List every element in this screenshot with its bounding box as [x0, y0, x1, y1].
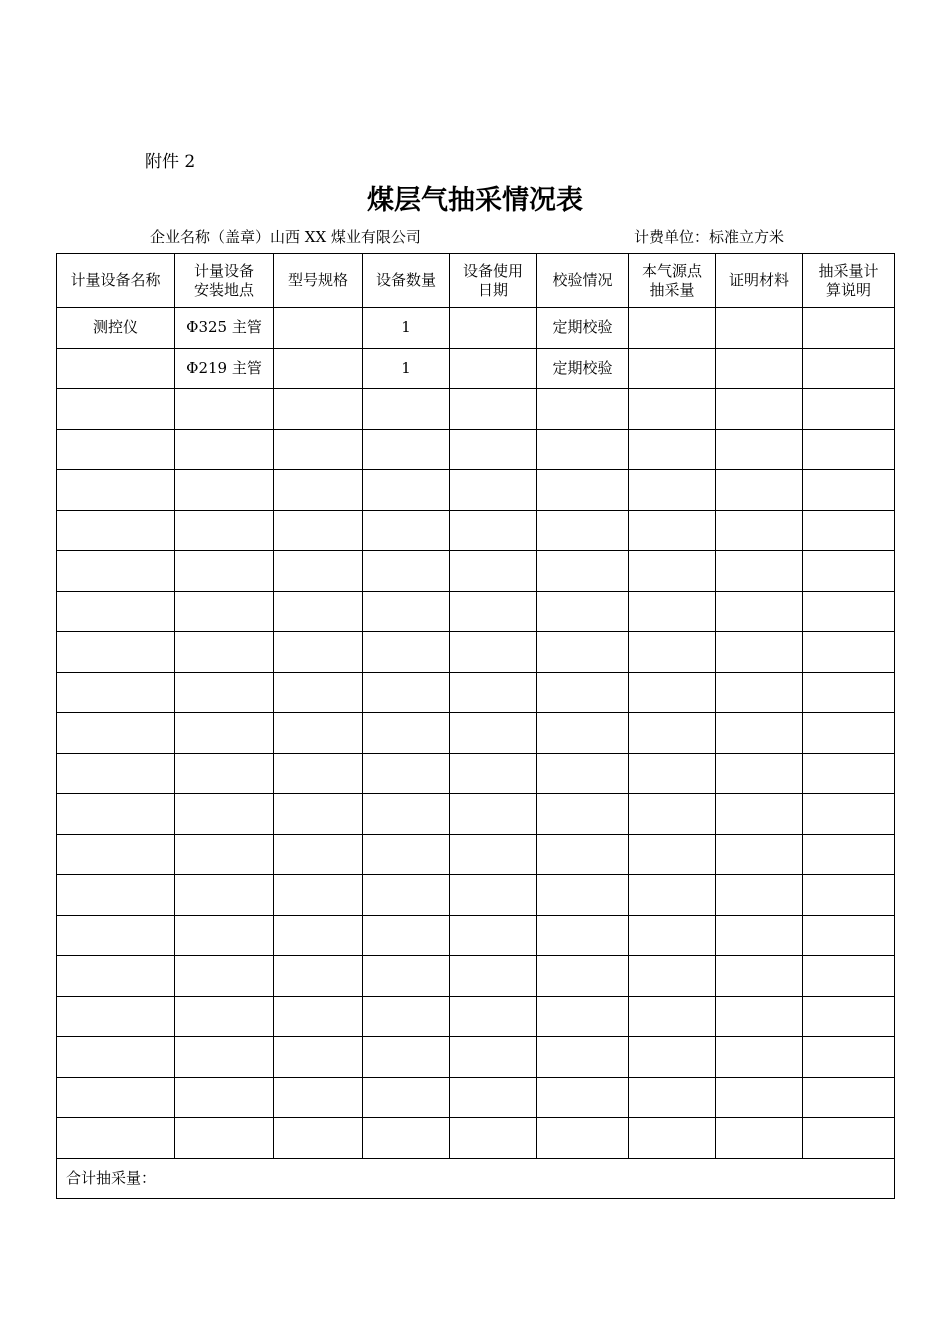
table-cell — [363, 713, 450, 754]
table-cell — [716, 713, 803, 754]
table-cell — [450, 1037, 537, 1078]
table-row — [57, 470, 895, 511]
table-cell — [57, 348, 175, 389]
table-cell — [803, 551, 895, 592]
table-cell — [450, 753, 537, 794]
table-cell — [57, 1037, 175, 1078]
table-cell — [629, 1118, 716, 1159]
total-extraction-label: 合计抽采量： — [57, 1158, 895, 1198]
table-cell — [537, 1118, 629, 1159]
table-cell — [803, 632, 895, 673]
table-cell — [716, 632, 803, 673]
table-row — [57, 591, 895, 632]
table-cell — [629, 308, 716, 349]
table-cell — [57, 834, 175, 875]
table-cell — [175, 632, 274, 673]
table-cell — [716, 1118, 803, 1159]
table-cell — [274, 834, 363, 875]
table-cell — [450, 672, 537, 713]
table-cell — [175, 1037, 274, 1078]
table-cell — [450, 470, 537, 511]
table-cell — [363, 915, 450, 956]
header-proof-material: 证明材料 — [716, 254, 803, 308]
table-cell — [57, 591, 175, 632]
table-cell — [716, 470, 803, 511]
table-cell — [363, 672, 450, 713]
header-line: 抽采量 — [649, 280, 695, 299]
gas-extraction-table — [56, 253, 895, 1199]
table-cell — [363, 389, 450, 430]
table-cell — [57, 915, 175, 956]
table-cell — [629, 956, 716, 997]
attachment-label: 附件 2 — [145, 152, 196, 172]
table-cell — [537, 632, 629, 673]
table-cell — [803, 510, 895, 551]
table-cell — [363, 429, 450, 470]
table-cell — [803, 794, 895, 835]
header-device-name: 计量设备名称 — [57, 254, 175, 308]
table-cell — [629, 915, 716, 956]
table-cell — [274, 308, 363, 349]
table-cell — [57, 956, 175, 997]
table-cell — [175, 510, 274, 551]
table-cell — [803, 348, 895, 389]
table-cell: 测控仪 — [57, 308, 175, 349]
table-cell — [57, 551, 175, 592]
table-cell — [175, 551, 274, 592]
table-cell — [629, 996, 716, 1037]
table-cell — [57, 1077, 175, 1118]
table-cell — [629, 632, 716, 673]
table-row — [57, 875, 895, 916]
table-header-row — [57, 254, 895, 308]
table-cell — [629, 713, 716, 754]
table-cell — [629, 672, 716, 713]
table-cell — [274, 551, 363, 592]
table-cell — [175, 834, 274, 875]
table-row — [57, 1077, 895, 1118]
table-row — [57, 834, 895, 875]
table-cell — [450, 996, 537, 1037]
table-cell — [450, 956, 537, 997]
table-cell — [450, 308, 537, 349]
table-row — [57, 956, 895, 997]
header-line: 计量设备 — [193, 261, 254, 280]
header-usage-date — [450, 254, 537, 308]
table-cell — [803, 713, 895, 754]
table-cell — [716, 956, 803, 997]
table-cell — [363, 551, 450, 592]
table-row — [57, 551, 895, 592]
table-cell — [175, 794, 274, 835]
table-cell — [629, 875, 716, 916]
table-cell — [716, 591, 803, 632]
table-cell — [363, 632, 450, 673]
table-cell — [537, 429, 629, 470]
table-cell — [716, 915, 803, 956]
table-cell: 1 — [363, 348, 450, 389]
table-cell — [274, 794, 363, 835]
table-cell — [537, 551, 629, 592]
table-cell — [716, 672, 803, 713]
header-volume-note — [803, 254, 895, 308]
table-cell — [450, 834, 537, 875]
table-cell — [450, 632, 537, 673]
table-cell — [716, 794, 803, 835]
table-cell — [363, 591, 450, 632]
table-cell — [274, 1118, 363, 1159]
table-cell — [57, 429, 175, 470]
table-cell — [629, 429, 716, 470]
table-cell — [57, 713, 175, 754]
table-cell: Φ325 主管 — [175, 308, 274, 349]
table-cell — [274, 713, 363, 754]
table-cell — [363, 1077, 450, 1118]
table-cell — [57, 389, 175, 430]
table-cell — [274, 996, 363, 1037]
table-cell — [803, 1077, 895, 1118]
table-cell — [537, 672, 629, 713]
table-cell — [175, 591, 274, 632]
table-cell — [57, 510, 175, 551]
table-cell — [629, 794, 716, 835]
table-cell — [537, 389, 629, 430]
table-cell: 1 — [363, 308, 450, 349]
table-cell — [274, 915, 363, 956]
table-cell — [629, 551, 716, 592]
table-cell — [716, 996, 803, 1037]
table-cell — [716, 389, 803, 430]
table-cell — [537, 713, 629, 754]
table-cell — [537, 834, 629, 875]
table-cell — [450, 429, 537, 470]
table-cell — [363, 1037, 450, 1078]
table-cell — [274, 875, 363, 916]
table-cell — [803, 875, 895, 916]
table-row — [57, 996, 895, 1037]
table-cell — [450, 794, 537, 835]
table-cell — [363, 834, 450, 875]
header-line: 安装地点 — [193, 280, 254, 299]
table-cell — [363, 956, 450, 997]
table-cell — [716, 551, 803, 592]
table-row — [57, 794, 895, 835]
table-cell — [175, 429, 274, 470]
page-title: 煤层气抽采情况表 — [367, 185, 583, 216]
table-cell — [537, 1037, 629, 1078]
table-cell — [803, 470, 895, 511]
table-cell — [537, 875, 629, 916]
table-cell — [629, 510, 716, 551]
header-line: 抽采量计 — [818, 261, 879, 280]
table-row — [57, 713, 895, 754]
table-cell — [175, 470, 274, 511]
header-device-count: 设备数量 — [363, 254, 450, 308]
table-cell — [716, 1077, 803, 1118]
table-cell: Φ219 主管 — [175, 348, 274, 389]
table-cell — [363, 470, 450, 511]
table-cell — [629, 389, 716, 430]
table-cell — [716, 834, 803, 875]
table-cell — [803, 915, 895, 956]
table-cell — [716, 308, 803, 349]
table-cell — [57, 996, 175, 1037]
table-row — [57, 672, 895, 713]
table-cell — [363, 794, 450, 835]
table-body — [57, 308, 895, 1159]
table-cell — [803, 672, 895, 713]
table-cell — [537, 915, 629, 956]
table-cell — [363, 1118, 450, 1159]
table-row — [57, 632, 895, 673]
table-cell — [175, 672, 274, 713]
table-cell — [629, 1037, 716, 1078]
header-install-location — [175, 254, 274, 308]
table-cell — [274, 1077, 363, 1118]
header-model-spec: 型号规格 — [274, 254, 363, 308]
table-cell — [803, 591, 895, 632]
table-cell — [175, 1077, 274, 1118]
table-cell — [274, 1037, 363, 1078]
table-cell — [537, 510, 629, 551]
table-cell — [537, 996, 629, 1037]
table-cell — [274, 389, 363, 430]
table-cell — [274, 672, 363, 713]
header-line: 本气源点 — [641, 261, 702, 280]
table-cell — [450, 915, 537, 956]
table-row — [57, 1118, 895, 1159]
table-cell — [629, 591, 716, 632]
billing-unit-line: 计费单位：标准立方米 — [634, 228, 785, 246]
table-cell — [57, 794, 175, 835]
table-cell: 定期校验 — [537, 308, 629, 349]
header-source-volume — [629, 254, 716, 308]
table-cell — [450, 348, 537, 389]
table-cell — [274, 429, 363, 470]
table-row — [57, 308, 895, 349]
table-cell — [803, 429, 895, 470]
table-cell — [450, 551, 537, 592]
table-cell — [57, 470, 175, 511]
table-cell — [537, 753, 629, 794]
table-cell — [716, 1037, 803, 1078]
table-cell — [175, 753, 274, 794]
table-cell: 定期校验 — [537, 348, 629, 389]
table-cell — [803, 1037, 895, 1078]
company-name-line: 企业名称（盖章）山西 XX 煤业有限公司 — [150, 228, 421, 246]
table-cell — [450, 875, 537, 916]
table-cell — [803, 753, 895, 794]
header-line: 算说明 — [825, 280, 871, 299]
table-cell — [274, 632, 363, 673]
table-row — [57, 429, 895, 470]
table-cell — [629, 834, 716, 875]
table-cell — [175, 875, 274, 916]
table-row — [57, 510, 895, 551]
table-cell — [716, 753, 803, 794]
table-cell — [274, 510, 363, 551]
table-cell — [716, 875, 803, 916]
table-cell — [537, 591, 629, 632]
table-cell — [629, 348, 716, 389]
table-cell — [274, 753, 363, 794]
table-cell — [716, 348, 803, 389]
total-row — [57, 1158, 895, 1198]
table-cell — [274, 956, 363, 997]
table-cell — [363, 875, 450, 916]
header-line: 日期 — [477, 280, 508, 299]
table-cell — [629, 753, 716, 794]
table-cell — [363, 753, 450, 794]
table-cell — [803, 389, 895, 430]
table-cell — [274, 470, 363, 511]
table-row — [57, 753, 895, 794]
table-cell — [175, 713, 274, 754]
table-cell — [537, 794, 629, 835]
table-cell — [450, 389, 537, 430]
table-cell — [175, 915, 274, 956]
table-cell — [803, 834, 895, 875]
table-cell — [175, 1118, 274, 1159]
table-cell — [803, 308, 895, 349]
table-cell — [175, 389, 274, 430]
table-cell — [175, 956, 274, 997]
table-row — [57, 915, 895, 956]
table-cell — [57, 753, 175, 794]
table-cell — [716, 429, 803, 470]
table-cell — [450, 510, 537, 551]
header-line: 设备使用 — [462, 261, 523, 280]
table-cell — [450, 713, 537, 754]
table-cell — [57, 1118, 175, 1159]
table-cell — [629, 470, 716, 511]
table-cell — [716, 510, 803, 551]
table-row — [57, 348, 895, 389]
table-cell — [537, 470, 629, 511]
table-row — [57, 1037, 895, 1078]
table-cell — [803, 1118, 895, 1159]
table-cell — [803, 996, 895, 1037]
table-cell — [57, 672, 175, 713]
table-cell — [274, 348, 363, 389]
table-cell — [803, 956, 895, 997]
table-cell — [57, 632, 175, 673]
header-calibration: 校验情况 — [537, 254, 629, 308]
table-cell — [450, 591, 537, 632]
table-cell — [57, 875, 175, 916]
table-cell — [629, 1077, 716, 1118]
table-cell — [363, 996, 450, 1037]
table-cell — [363, 510, 450, 551]
table-cell — [450, 1118, 537, 1159]
table-cell — [537, 956, 629, 997]
table-cell — [274, 591, 363, 632]
table-cell — [175, 996, 274, 1037]
table-cell — [450, 1077, 537, 1118]
table-row — [57, 389, 895, 430]
table-cell — [537, 1077, 629, 1118]
